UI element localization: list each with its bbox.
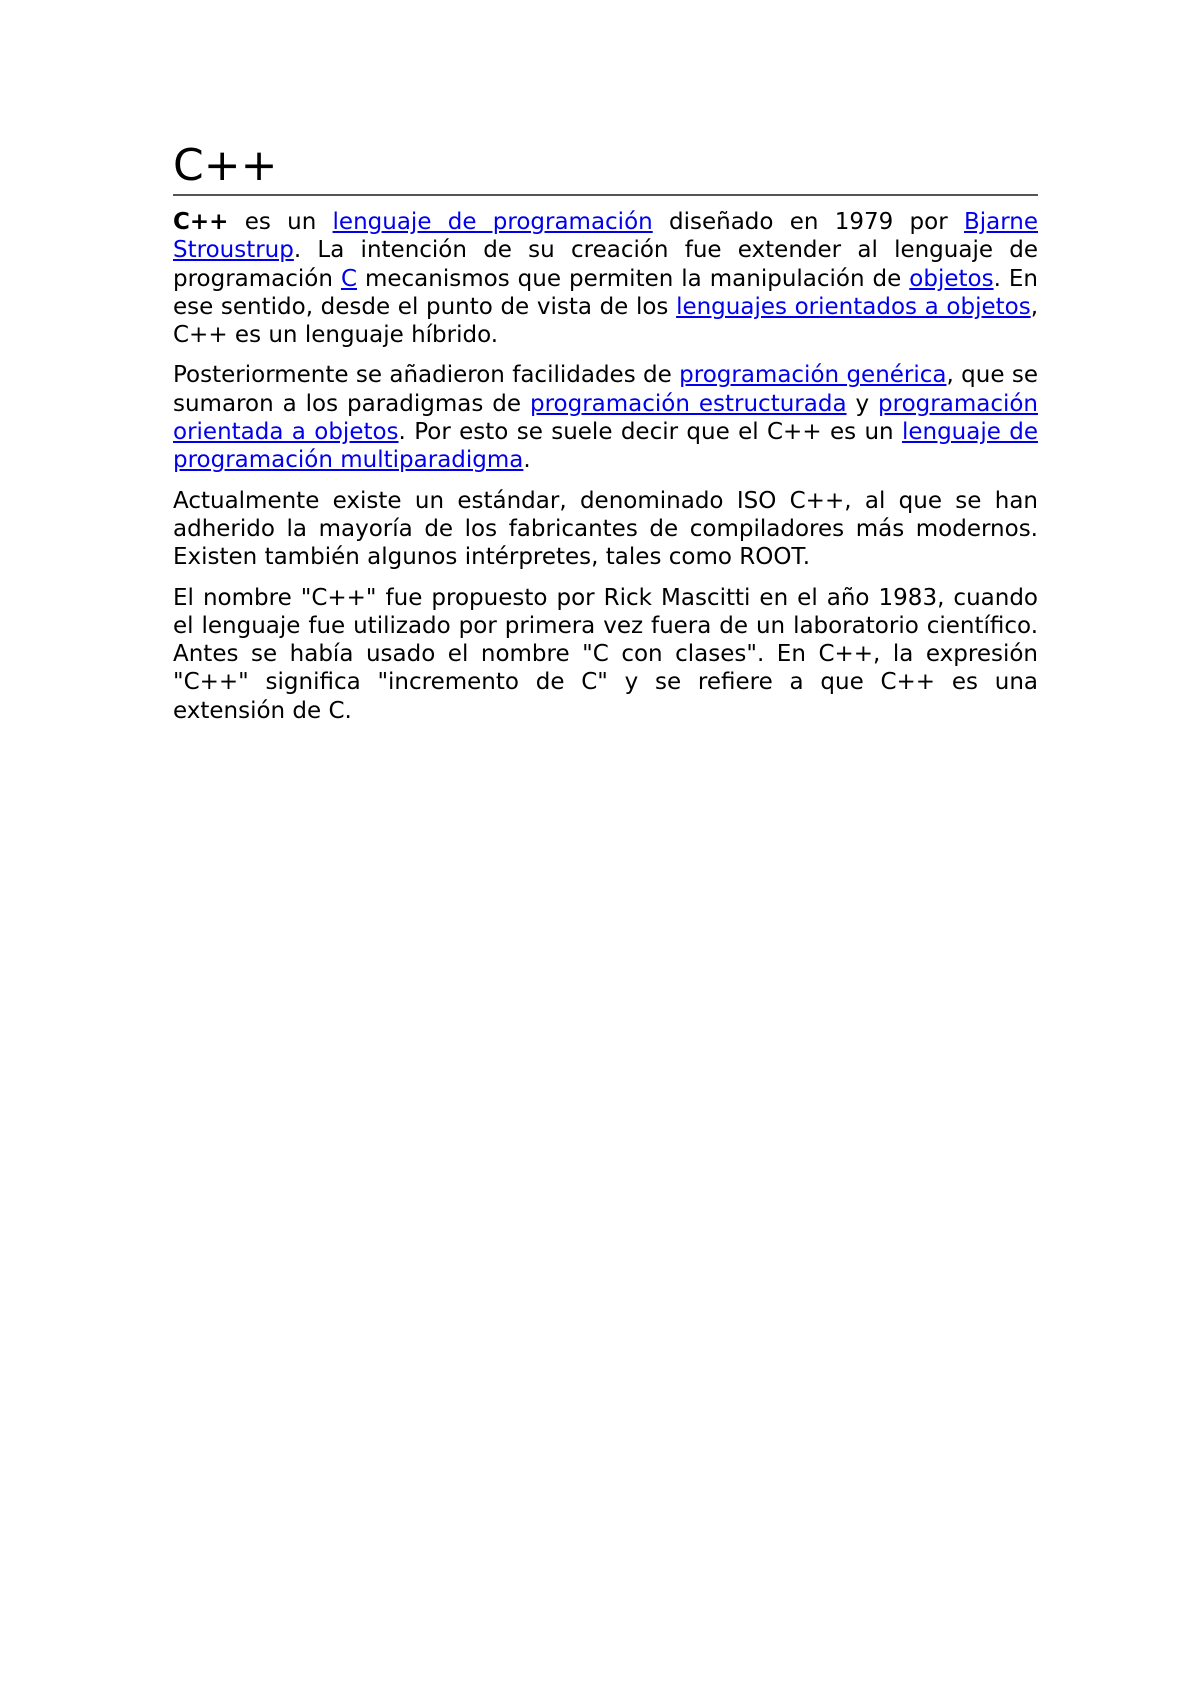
page-title: C++ bbox=[173, 140, 1038, 196]
link-programacion-estructurada[interactable]: programación estructurada bbox=[529, 390, 847, 417]
text-run: es un bbox=[228, 209, 333, 235]
text-run: . Por esto se suele decir que el C++ es un bbox=[398, 419, 902, 446]
link-c[interactable]: C bbox=[340, 265, 357, 292]
link-lenguaje-multiparadigma[interactable]: lenguaje de programación multiparadigma bbox=[173, 419, 1039, 474]
paragraph-name-origin: El nombre "C++" fue propuesto por Rick Mascitti en el año 1983, cuando el lenguaje fue utilizado por primera vez fuera de un laboratorio científico. Antes se había usado el nombre "C con clases". En C++, la expresión "C++" significa "incremento de C" y se refiere a que C++ es una extensión de C. bbox=[173, 584, 1038, 724]
link-programacion-orientada-a-objetos[interactable]: programación orientada a objetos bbox=[173, 390, 1039, 446]
text-run: , que se sumaron a los paradigmas de bbox=[173, 362, 1038, 417]
article-body bbox=[173, 208, 1038, 725]
text-run: , C++ es un lenguaje híbrido. bbox=[173, 293, 1038, 349]
text-run: . En ese sentido, desde el punto de vista de los bbox=[173, 265, 1038, 320]
link-lenguaje-de-programacion[interactable]: lenguaje de programación bbox=[332, 209, 653, 235]
text-run: . bbox=[523, 447, 531, 474]
bold-term: C++ bbox=[173, 209, 229, 235]
link-objetos[interactable]: objetos bbox=[909, 265, 994, 292]
text-run: diseñado en 1979 por bbox=[652, 209, 964, 235]
text-run: . La intención de su creación fue extender al lenguaje de programación bbox=[173, 237, 1038, 292]
paragraph-paradigms bbox=[173, 361, 1038, 474]
link-bjarne-stroustrup[interactable]: Bjarne Stroustrup bbox=[173, 209, 1038, 264]
document-page bbox=[173, 140, 1038, 737]
paragraph-standard: Actualmente existe un estándar, denominado ISO C++, al que se han adherido la mayoría de los fabricantes de compiladores más modernos. Existen también algunos intérpretes, tales como ROOT. bbox=[173, 487, 1038, 571]
link-programacion-generica[interactable]: programación genérica bbox=[679, 362, 947, 389]
paragraph-intro bbox=[173, 208, 1038, 349]
text-run: Posteriormente se añadieron facilidades de bbox=[173, 362, 680, 389]
text-run: mecanismos que permiten la manipulación de bbox=[357, 265, 910, 292]
link-lenguajes-orientados-a-objetos[interactable]: lenguajes orientados a objetos bbox=[676, 293, 1031, 320]
text-run: y bbox=[846, 390, 879, 417]
